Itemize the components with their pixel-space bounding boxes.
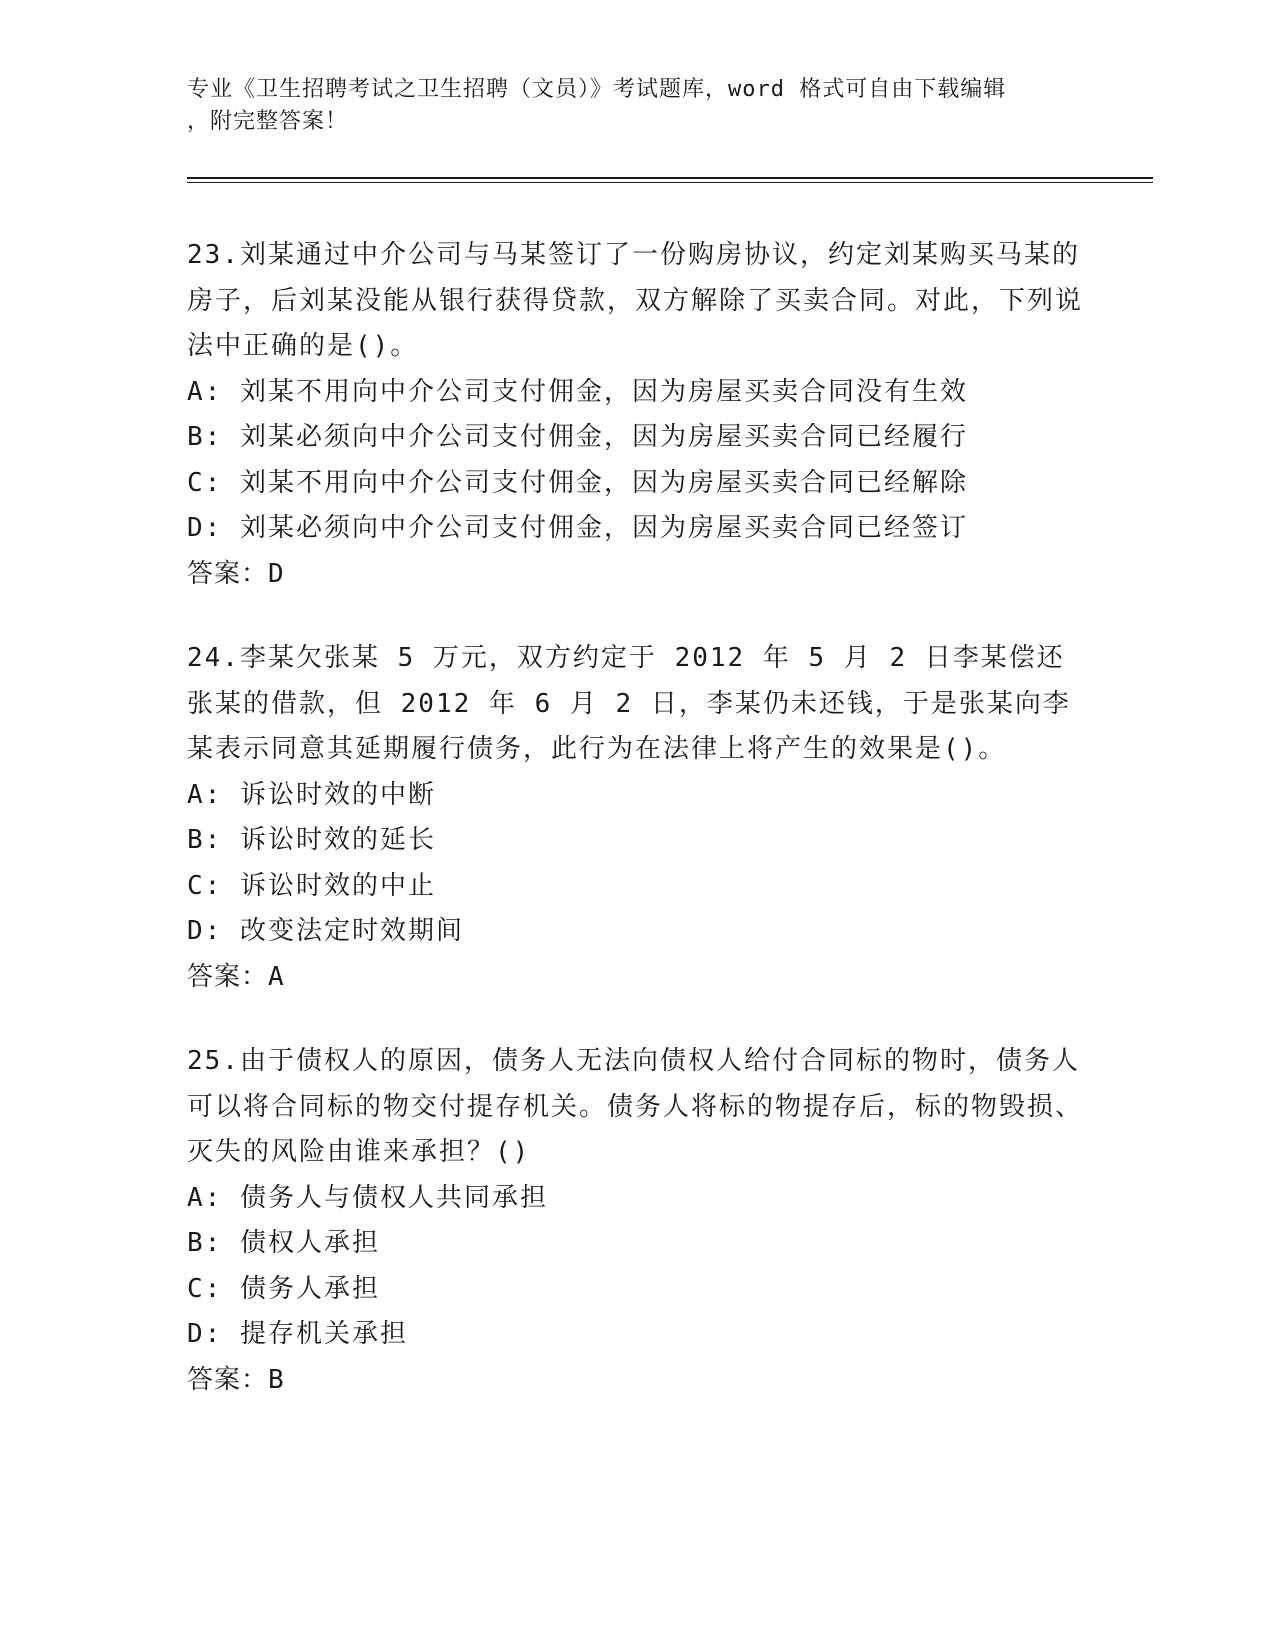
question-list [187,233,1087,1442]
question-24 [187,636,1087,1000]
option-c: C: 债务人承担 [187,1273,380,1304]
option-d: D: 提存机关承担 [187,1319,408,1349]
header-line-2: ，附完整答案！ [187,109,349,134]
option-b: B: 债权人承担 [187,1228,380,1258]
question-stem: 25.由于债权人的原因，债务人无法向债权人给付合同标的物时，债务人可以将合同标的物交付提存机关。债务人将标的物提存后，标的物毁损、灭失的风险由谁来承担？() [187,1046,1084,1167]
option-c: C: 诉讼时效的中止 [187,870,436,901]
option-d: D: 改变法定时效期间 [187,916,464,946]
question-stem: 24.李某欠张某 5 万元，双方约定于 2012 年 5 月 2 日李某偿还张某的借款，但 2012 年 6 月 2 日，李某仍未还钱，于是张某向李某表示同意其延期履行债务，此行为在法律上将产生的效果是()。 [187,643,1071,764]
option-a: A: 诉讼时效的中断 [187,779,436,810]
answer: 答案：A [187,961,285,992]
question-25 [187,1039,1087,1403]
question-stem: 23.刘某通过中介公司与马某签订了一份购房协议，约定刘某购买马某的房子，后刘某没能从银行获得贷款，双方解除了买卖合同。对此，下列说法中正确的是()。 [187,240,1084,361]
document-header [187,74,1067,138]
header-line-1: 专业《卫生招聘考试之卫生招聘（文员）》考试题库，word 格式可自由下载编辑 [187,77,1007,102]
option-b: B: 刘某必须向中介公司支付佣金，因为房屋买卖合同已经履行 [187,422,968,452]
header-divider [187,177,1153,183]
option-b: B: 诉讼时效的延长 [187,825,436,855]
option-a: A: 刘某不用向中介公司支付佣金，因为房屋买卖合同没有生效 [187,376,968,407]
answer: 答案：B [187,1364,285,1395]
question-23 [187,233,1087,597]
option-a: A: 债务人与债权人共同承担 [187,1182,548,1213]
option-c: C: 刘某不用向中介公司支付佣金，因为房屋买卖合同已经解除 [187,467,968,498]
answer: 答案：D [187,558,285,589]
option-d: D: 刘某必须向中介公司支付佣金，因为房屋买卖合同已经签订 [187,513,968,543]
